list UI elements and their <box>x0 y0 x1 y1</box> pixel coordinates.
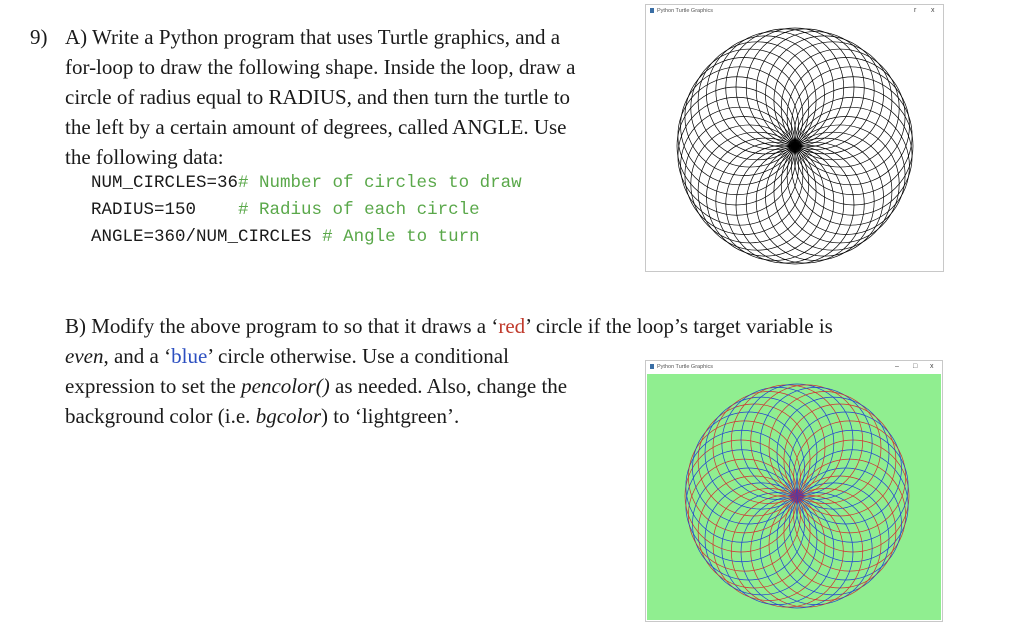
window-a-title: Python Turtle Graphics <box>657 8 713 14</box>
code-block <box>91 170 522 251</box>
close-button[interactable]: x <box>931 7 935 14</box>
turtle-window-b <box>645 360 943 622</box>
minimize-button[interactable]: – <box>895 363 899 370</box>
close-button[interactable]: x <box>930 363 934 370</box>
code-comment-2: # Radius of each circle <box>238 200 480 220</box>
restore-button[interactable]: r <box>914 7 917 14</box>
code-line-1: NUM_CIRCLES=36# Number of circles to draw <box>91 173 522 193</box>
part-a-line-3: circle of radius equal to RADIUS, and then turn the turtle to <box>65 85 571 109</box>
window-b-title: Python Turtle Graphics <box>657 364 713 370</box>
code-line-3: ANGLE=360/NUM_CIRCLES # Angle to turn <box>91 227 480 247</box>
code-line-2: RADIUS=150 # Radius of each circle <box>91 200 480 220</box>
code-comment-1: # Number of circles to draw <box>238 173 522 193</box>
feather-icon <box>650 364 654 369</box>
maximize-button[interactable]: □ <box>913 363 918 370</box>
spirograph-colored <box>647 374 941 620</box>
spirograph-black <box>647 18 942 270</box>
part-a-line-1: Write a Python program that uses Turtle graphics, and a <box>92 25 561 49</box>
turtle-canvas-b <box>647 374 941 620</box>
window-a-titlebar <box>646 5 943 18</box>
question-number: 9) <box>30 25 48 49</box>
turtle-window-a <box>645 4 944 272</box>
feather-icon <box>650 8 654 13</box>
part-a-line-2: for-loop to draw the following shape. Inside the loop, draw a <box>65 55 576 79</box>
part-b-line-4: background color (i.e. bgcolor) to ‘lightgreen’. <box>65 404 460 428</box>
turtle-canvas-a <box>647 18 942 270</box>
part-a-line-4: the left by a certain amount of degrees, called ANGLE. Use <box>65 115 567 139</box>
red-word: red <box>498 314 526 338</box>
part-a-line-5: the following data: <box>65 145 224 169</box>
part-b-line-3: expression to set the pencolor() as needed. Also, change the <box>65 374 568 398</box>
part-a-label: A) <box>65 25 88 49</box>
blue-word: blue <box>171 344 208 368</box>
part-a-text <box>65 22 625 172</box>
part-b-line-1: B) Modify the above program to so that it draws a ‘red’ circle if the loop’s target variable is <box>65 314 833 338</box>
code-comment-3: # Angle to turn <box>322 227 480 247</box>
part-b-line-2: even, and a ‘blue’ circle otherwise. Use a conditional <box>65 344 509 368</box>
window-b-titlebar <box>646 361 942 374</box>
